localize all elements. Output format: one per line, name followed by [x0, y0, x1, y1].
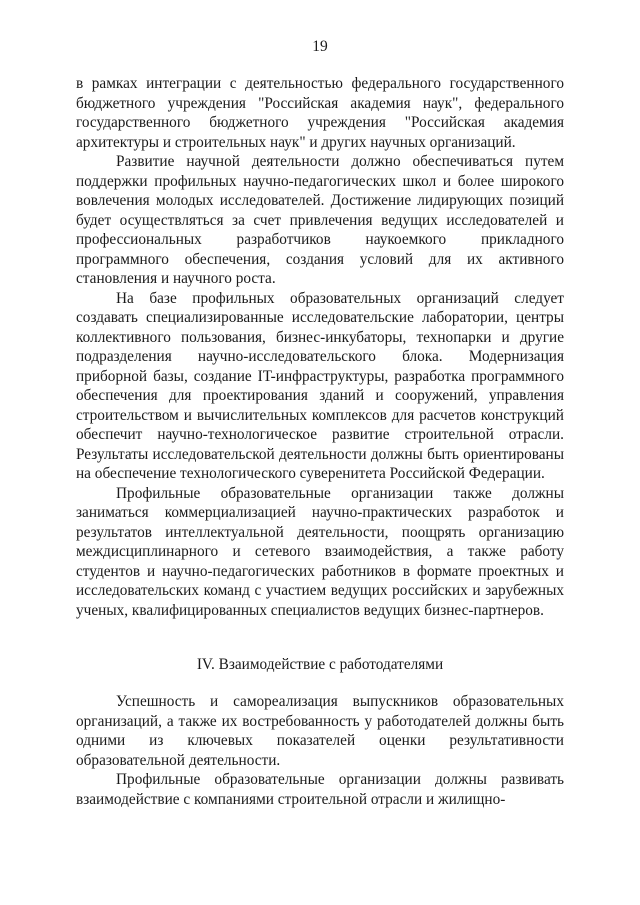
- body-text-top: [76, 74, 564, 620]
- paragraph-graduate-success: Успешность и самореализация выпускников образовательных организаций, а также их востребованность у работодателей должны быть одними из ключевых показателей оценки результативности образовательной деятельности.: [76, 693, 564, 769]
- paragraph-employer-interaction: Профильные образовательные организации должны развивать взаимодействие с компаниями строительной отрасли и жилищно-: [76, 771, 564, 808]
- paragraph-science-development: Развитие научной деятельности должно обеспечиваться путем поддержки профильных научно-педагогических школ и более широкого вовлечения молодых исследователей. Достижение лидирующих позиций будет осуществляться за счет привлечения ведущих исследователей и профессиональных разработчиков наукоемкого прикладного программного обеспечения, создания условий для их активного становления и научного роста.: [76, 153, 564, 287]
- page-number: 19: [312, 38, 328, 55]
- paragraph-commercialization: Профильные образовательные организации также должны заниматься коммерциализацией научно-практических разработок и результатов интеллектуальной деятельности, поощрять организацию междисциплинарного и сетевого взаимодействия, а также работу студентов и научно-педагогических работников в формате проектных и исследовательских команд с участием ведущих российских и зарубежных ученых, квалифицированных специалистов ведущих бизнес-партнеров.: [76, 484, 564, 619]
- body-text-bottom: [76, 692, 564, 809]
- paragraph-continuation: в рамках интеграции с деятельностью федерального государственного бюджетного учреждения "Российская академия наук", федерального государственного бюджетного учреждения "Российская академия архитектуры и строительных наук" и других научных организаций.: [76, 75, 564, 151]
- paragraph-research-labs: На базе профильных образовательных организаций следует создавать специализированные исследовательские лаборатории, центры коллективного пользования, бизнес-инкубаторы, технопарки и другие подразделения научно-исследовательского блока. Модернизация приборной базы, создание IT-инфраструктуры, разработка программного обеспечения для проектирования зданий и сооружений, управления строительством и вычислительных комплексов для расчетов конструкций обеспечит научно-технологическое развитие строительной отрасли. Результаты исследовательской деятельности должны быть ориентированы на обеспечение технологического суверенитета Российской Федерации.: [76, 289, 564, 482]
- section-heading: IV. Взаимодействие с работодателями: [196, 656, 444, 673]
